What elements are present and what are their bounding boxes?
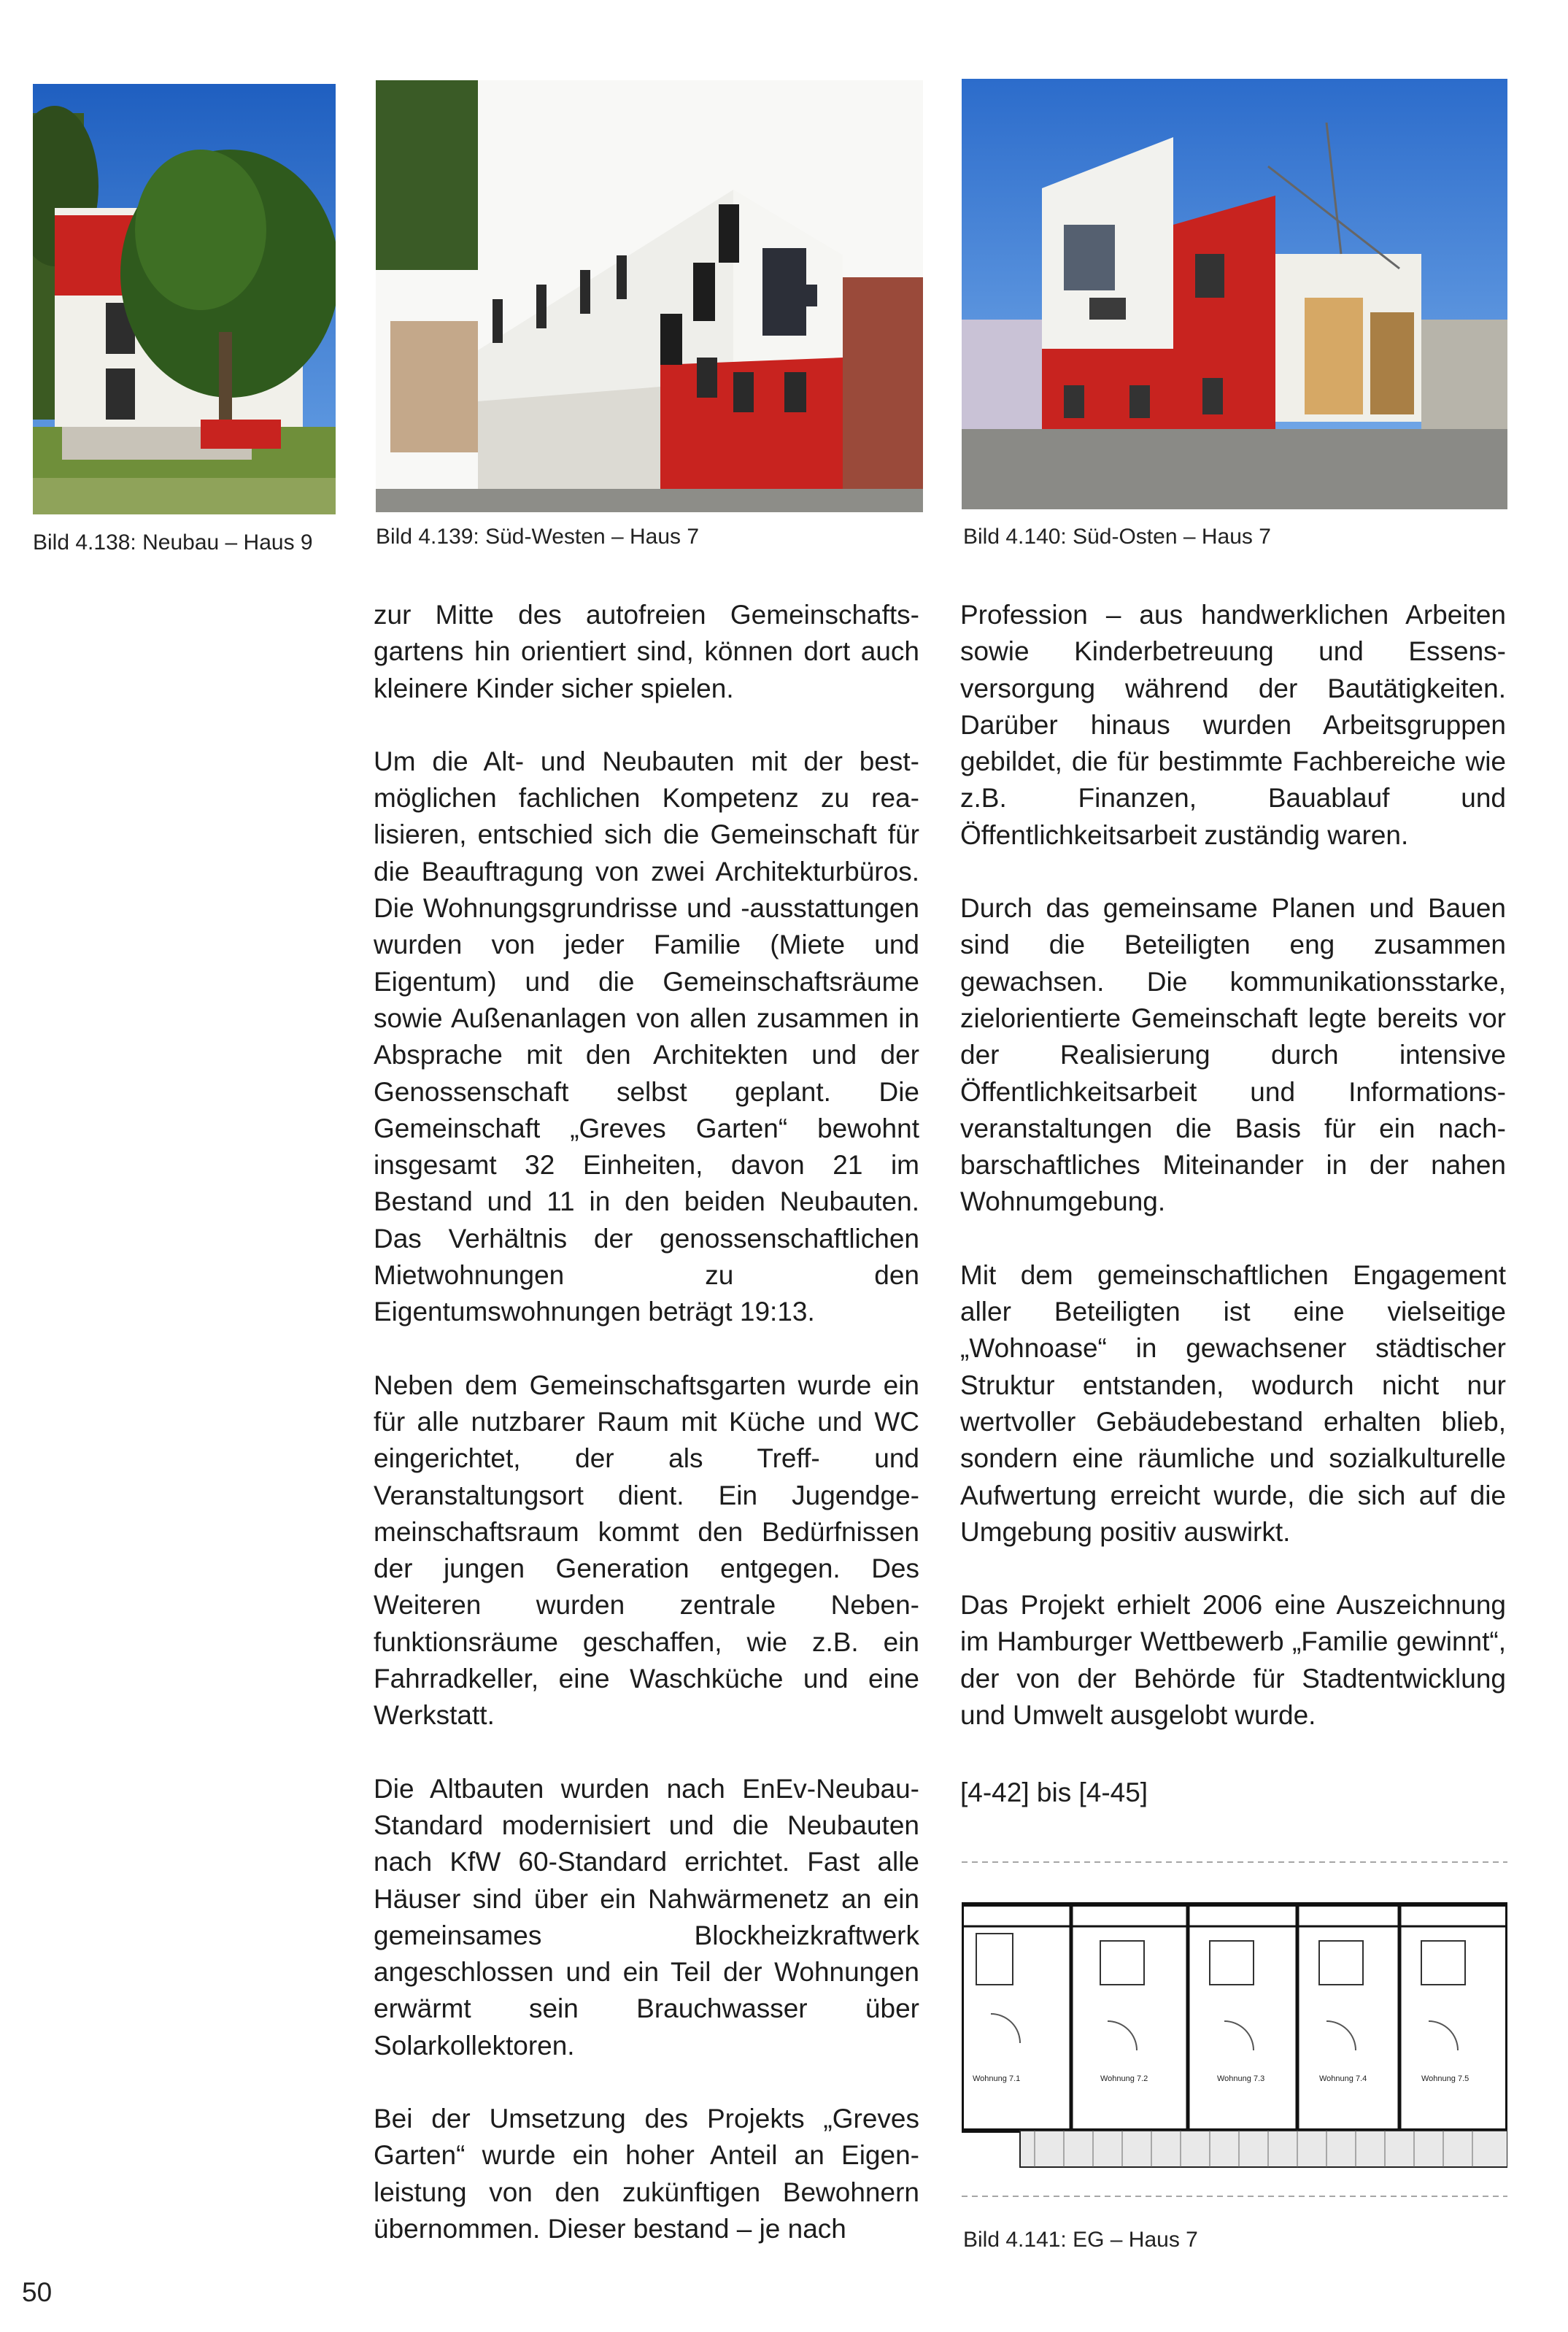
paragraph: Um die Alt- und Neubauten mit der bestmöglichen fachlichen Kompetenz zu realisieren, entschied sich die Gemeinschaft für die Beauftragung von zwei Architekturbüros. Die Wohnungsgrundrisse und -ausstattungen wurden von jeder Familie (Miete und Eigentum) und die Gemeinschaftsräume sowie Außenanlagen von allen zusammen in Absprache mit den Architekten und der Genossenschaft selbst geplant. Die Gemeinschaft „Greves Garten“ bewohnt insgesamt 32 Einheiten, davon 21 im Bestand und 11 in den beiden Neubauten. Das Verhältnis der genossenschaftlichen Mietwohnungen zu den Eigentumswohnungen beträgt 19:13. [374, 746, 919, 1327]
body-column-right [960, 597, 1506, 1734]
paragraph: Durch das gemeinsame Planen und Bauen sind die Beteiligten eng zusammen gewachsen. Die kommunikationsstarke, zielorientierte Gemeinschaft legte bereits vor der Realisierung durch intensive Öffentlichkeitsarbeit und Informationsveranstaltungen die Basis für ein nachbarschaftliches Miteinander in der nahen Wohnumgebung. [960, 893, 1506, 1217]
photo-sued-westen-haus-7 [376, 80, 923, 512]
unit-label: Wohnung 7.2 [1100, 2074, 1148, 2083]
paragraph: Neben dem Gemeinschaftsgarten wurde ein für alle nutzbarer Raum mit Küche und WC eingerichtet, der als Treff- und Veranstaltungsort dient. Ein Jugendgemeinschaftsraum kommt den Bedürfnissen der jungen Generation entgegen. Des Weiteren wurden zentrale Nebenfunktionsräume geschaffen, wie z.B. ein Fahrradkeller, eine Waschküche und eine Werkstatt. [374, 1370, 919, 1731]
paragraph: Bei der Umsetzung des Projekts „Greves Garten“ wurde ein hoher Anteil an Eigenleistung von den zukünftigen Bewohnern übernommen. Dieser bestand – je nach [374, 2103, 919, 2244]
figure-caption: Bild 4.140: Süd-Osten – Haus 7 [963, 525, 1271, 549]
figure-caption: Bild 4.139: Süd-Westen – Haus 7 [376, 525, 700, 549]
page-number: 50 [22, 2277, 53, 2307]
photo-sued-osten-haus-7 [962, 79, 1507, 509]
unit-label: Wohnung 7.4 [1319, 2074, 1367, 2083]
unit-label: Wohnung 7.1 [973, 2074, 1021, 2083]
paragraph: zur Mitte des autofreien Gemeinschaftsgartens hin orientiert sind, können dort auch kleinere Kinder sicher spielen. [374, 600, 919, 703]
paragraph: Das Projekt erhielt 2006 eine Auszeichnung im Hamburger Wettbewerb „Familie gewinnt“, der von der Behörde für Stadtentwicklung und Umwelt ausgelobt wurde. [960, 1590, 1506, 1731]
body-column-middle [374, 597, 919, 2247]
paragraph: Mit dem gemeinschaftlichen Engagement aller Beteiligten ist eine vielseitige „Wohnoase“ in gewachsener städtischer Struktur entstanden, wodurch nicht nur wertvoller Gebäudebestand erhalten blieb, sondern eine räumliche und sozialkulturelle Aufwertung erreicht wurde, die sich auf die Umgebung positiv auswirkt. [960, 1259, 1506, 1547]
paragraph: Die Altbauten wurden nach EnEv-Neubau-Standard modernisiert und die Neubauten nach KfW 60-Standard errichtet. Fast alle Häuser sind über ein Nahwärmenetz an ein gemeinsames Blockheizkraftwerk angeschlossen und ein Teil der Wohnungen erwärmt sein Brauchwasser über Solarkollektoren. [374, 1773, 919, 2061]
references: [4-42] bis [4-45] [960, 1777, 1148, 1807]
unit-label: Wohnung 7.3 [1217, 2074, 1265, 2083]
figure-caption: Bild 4.138: Neubau – Haus 9 [33, 530, 313, 555]
figure-caption: Bild 4.141: EG – Haus 7 [963, 2228, 1198, 2252]
floor-plan-eg-haus-7 [962, 1853, 1507, 2202]
photo-neubau-haus-9 [33, 84, 336, 514]
paragraph: Profession – aus handwerklichen Arbeiten sowie Kinderbetreuung und Essensversorgung während der Bautätigkeiten. Darüber hinaus wurden Arbeitsgruppen gebildet, die für bestimmte Fachbereiche wie z.B. Finanzen, Bauablauf und Öffentlichkeitsarbeit zuständig waren. [960, 600, 1506, 850]
unit-label: Wohnung 7.5 [1421, 2074, 1469, 2083]
